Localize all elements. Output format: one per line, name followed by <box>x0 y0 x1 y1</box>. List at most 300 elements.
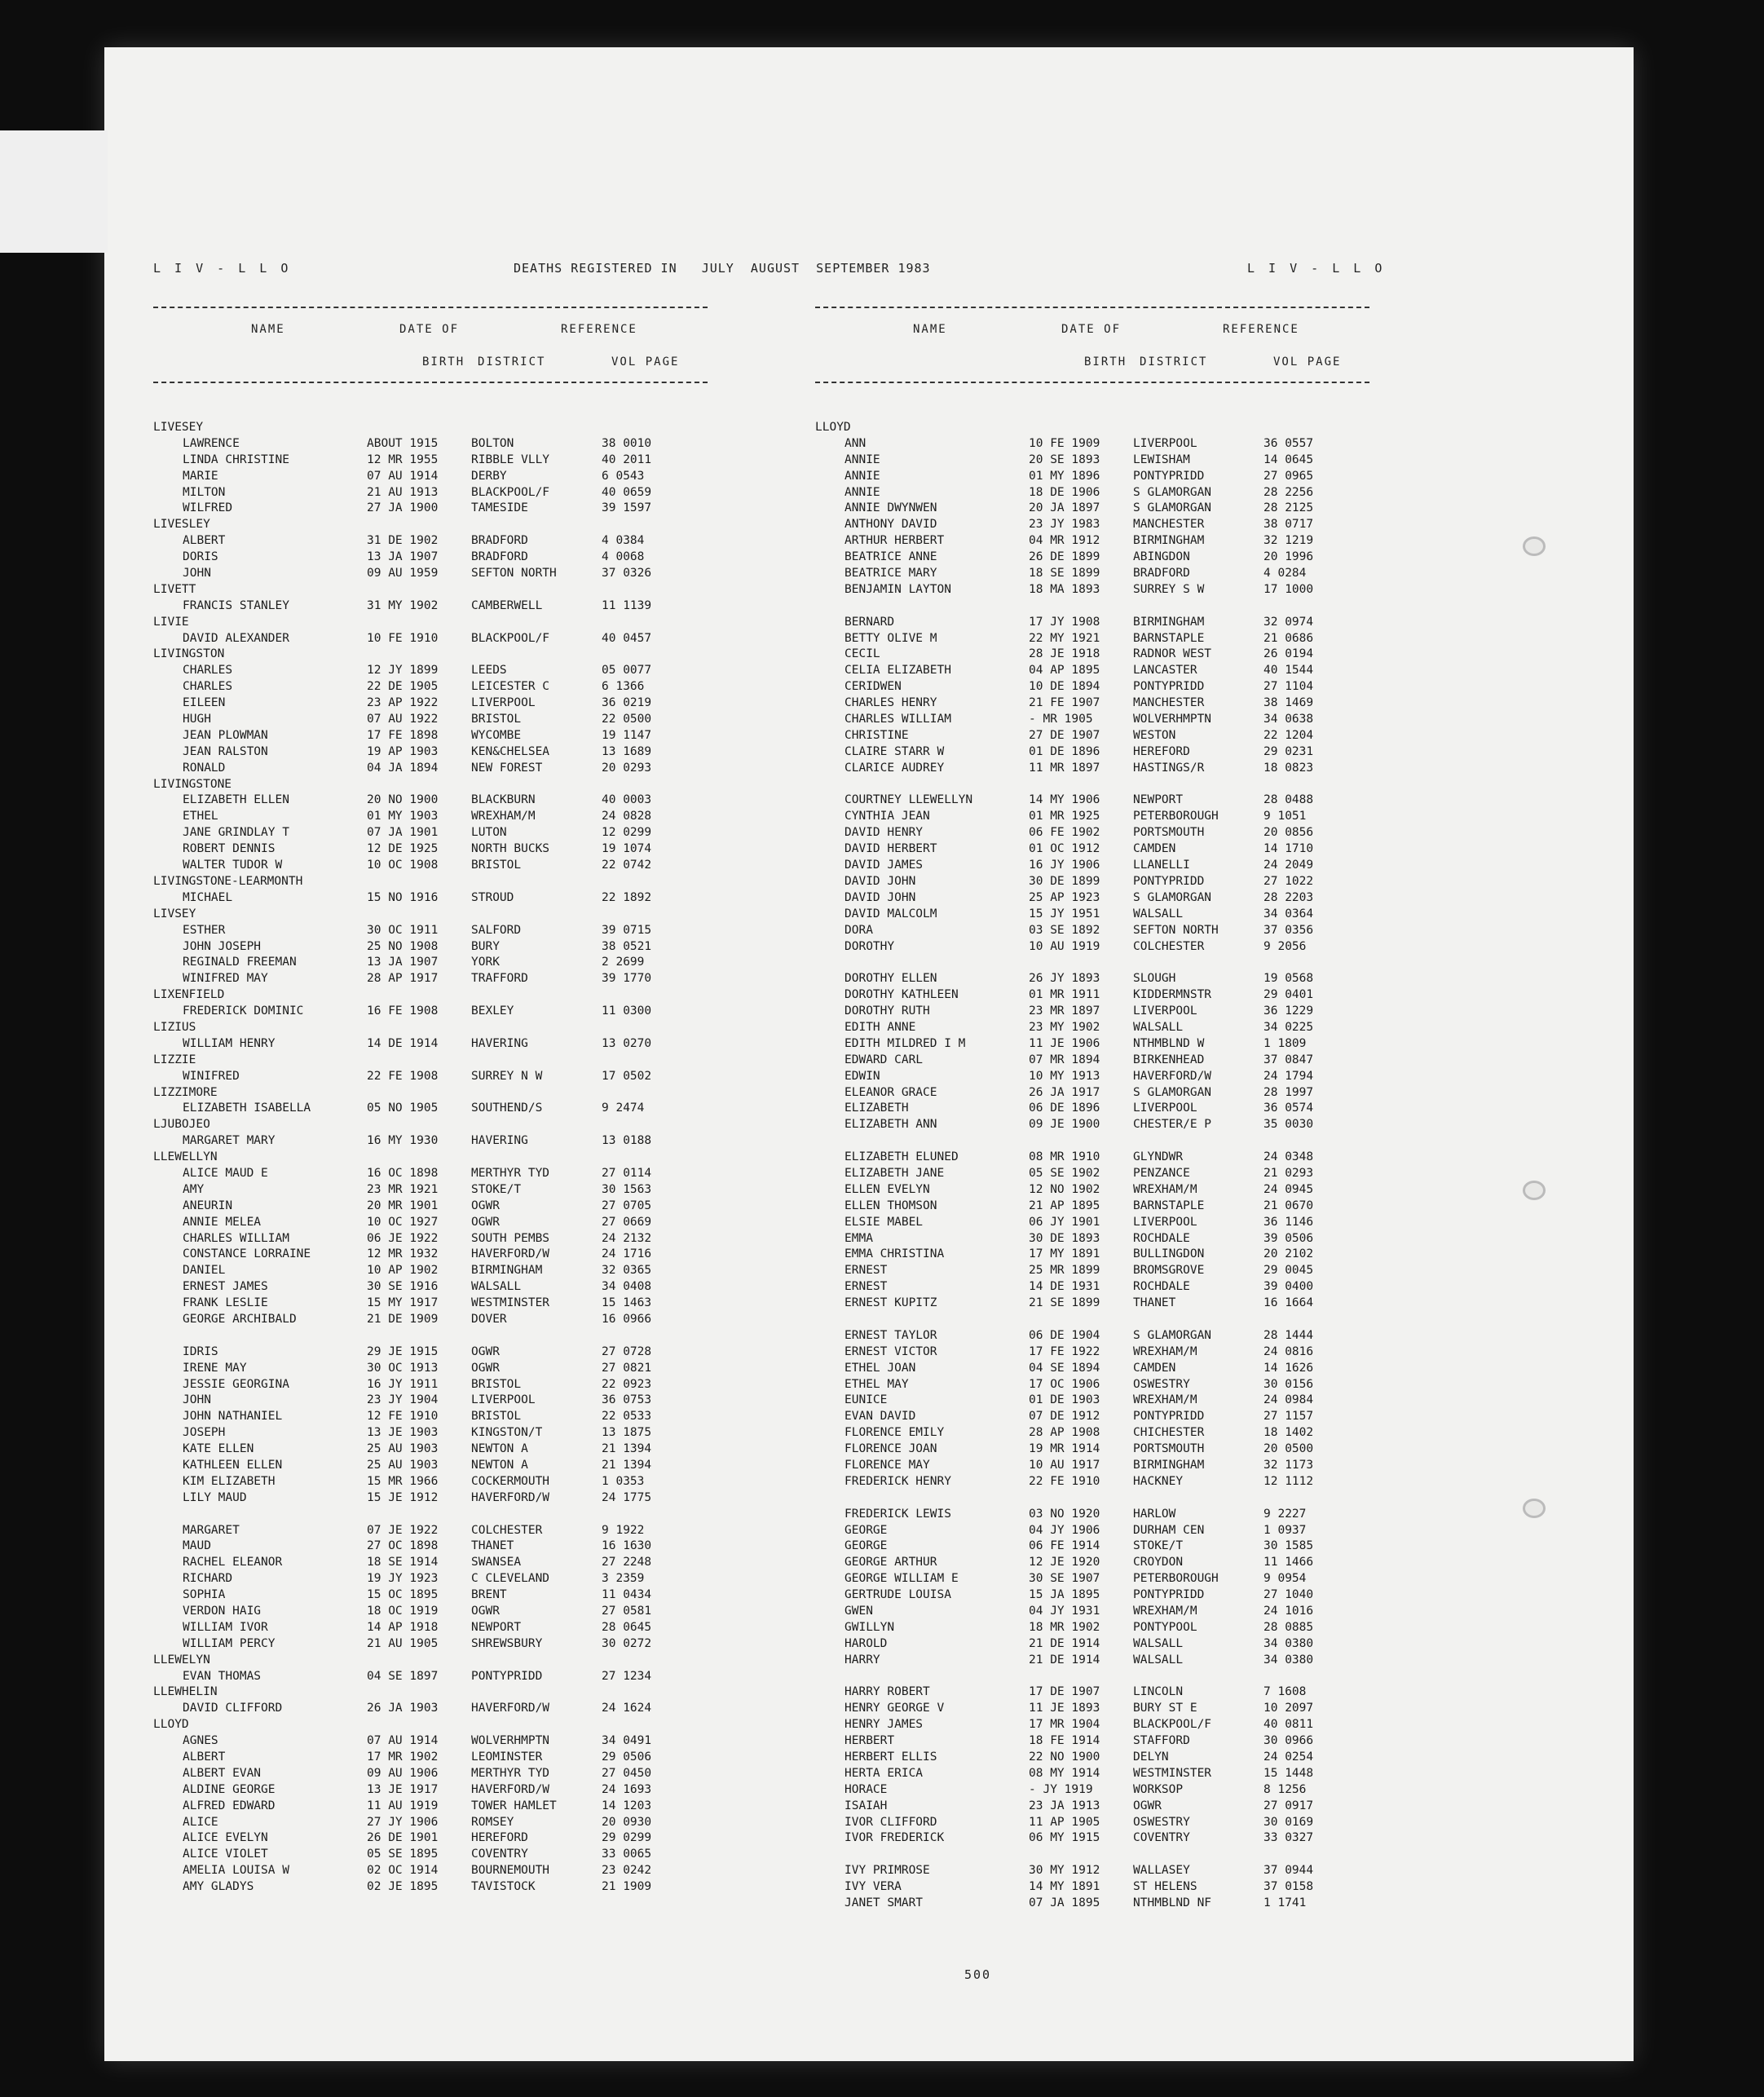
reference-header: REFERENCE <box>561 323 637 336</box>
vol-page: 21 0686 <box>1263 631 1314 645</box>
punch-hole <box>1523 536 1546 556</box>
vol-page: 1 0937 <box>1263 1523 1307 1537</box>
date-of-birth: 25 AP 1923 <box>1029 890 1100 904</box>
vol-page: 36 0219 <box>602 696 652 710</box>
entry-row <box>153 1133 708 1150</box>
entry-row <box>815 1555 1369 1571</box>
punch-hole <box>1523 1181 1546 1200</box>
forenames: DOROTHY <box>845 939 895 953</box>
forenames: CHRISTINE <box>845 728 909 742</box>
district: CAMDEN <box>1133 1361 1176 1375</box>
vol-page: 32 1219 <box>1263 534 1314 548</box>
vol-page: 20 1996 <box>1263 550 1314 564</box>
entry-row <box>153 955 708 971</box>
district: SURREY N W <box>471 1069 543 1083</box>
forenames: JOHN <box>183 567 211 581</box>
district: PETERBOROUGH <box>1133 1572 1219 1586</box>
forenames: ERNEST JAMES <box>183 1280 268 1294</box>
vol-page: 22 0923 <box>602 1377 652 1391</box>
forenames: RICHARD <box>183 1572 233 1586</box>
forenames: BEATRICE ANNE <box>845 550 937 564</box>
date-of-birth: 04 JY 1906 <box>1029 1523 1100 1537</box>
entry-row <box>153 663 708 679</box>
date-of-birth: 16 OC 1898 <box>367 1166 439 1180</box>
forenames: JESSIE GEORGINA <box>183 1377 289 1391</box>
date-of-birth: 22 NO 1900 <box>1029 1750 1100 1764</box>
date-of-birth: 12 MR 1932 <box>367 1247 439 1261</box>
date-of-birth: 16 JY 1911 <box>367 1377 439 1391</box>
forenames: HENRY JAMES <box>845 1718 924 1732</box>
surname-heading <box>153 907 708 923</box>
vol-page: 28 2203 <box>1263 890 1314 904</box>
date-of-birth: 20 MR 1901 <box>367 1199 439 1212</box>
date-of-birth: 15 OC 1895 <box>367 1588 439 1602</box>
district: WALSALL <box>1133 1636 1184 1650</box>
district: HAVERFORD/W <box>471 1782 550 1796</box>
forenames: DOROTHY KATHLEEN <box>845 988 959 1002</box>
vol-page: 05 0077 <box>602 664 652 678</box>
district: WOLVERHMPTN <box>1133 713 1212 726</box>
date-of-birth: 11 JE 1893 <box>1029 1702 1100 1715</box>
vol-page: 27 0581 <box>602 1605 652 1618</box>
district: CHESTER/E P <box>1133 1118 1212 1132</box>
vol-page: 38 0521 <box>602 939 652 953</box>
district: WREXHAM/M <box>1133 1605 1197 1618</box>
date-of-birth: 22 FE 1910 <box>1029 1474 1100 1488</box>
date-of-birth: 18 MA 1893 <box>1029 582 1100 596</box>
forenames: CELIA ELIZABETH <box>845 664 951 678</box>
district: LEICESTER C <box>471 680 550 694</box>
district: BIRMINGHAM <box>1133 615 1205 629</box>
entry-row <box>153 1604 708 1620</box>
vol-page: 34 0380 <box>1263 1636 1314 1650</box>
entry-row <box>153 761 708 777</box>
vol-page: 27 0821 <box>602 1361 652 1375</box>
surname: LIVESLEY <box>153 518 210 532</box>
entry-row <box>815 615 1369 631</box>
vol-page: 2 2699 <box>602 956 645 969</box>
forenames: EDITH ANNE <box>845 1020 916 1034</box>
entry-row <box>815 517 1369 533</box>
date-of-birth: 21 DE 1914 <box>1029 1653 1100 1667</box>
vol-page: 39 0506 <box>1263 1231 1314 1245</box>
forenames: IVY PRIMROSE <box>845 1864 930 1878</box>
district: ROCHDALE <box>1133 1231 1190 1245</box>
entry-row <box>153 841 708 858</box>
vol-page: 29 0045 <box>1263 1264 1314 1278</box>
date-of-birth: 30 SE 1907 <box>1029 1572 1100 1586</box>
forenames: DAVID JAMES <box>845 859 924 872</box>
district: BULLINGDON <box>1133 1247 1205 1261</box>
vol-page: 27 0114 <box>602 1166 652 1180</box>
forenames: CLAIRE STARR W <box>845 744 945 758</box>
district: SHREWSBURY <box>471 1636 543 1650</box>
entry-row <box>815 809 1369 825</box>
district: LIVERPOOL <box>1133 436 1197 450</box>
date-of-birth: 13 JE 1903 <box>367 1426 439 1440</box>
district: CHICHESTER <box>1133 1426 1205 1440</box>
vol-page: 28 1444 <box>1263 1328 1314 1342</box>
entry-row <box>153 1830 708 1847</box>
punch-hole <box>1523 1499 1546 1518</box>
forenames: EUNICE <box>845 1393 888 1407</box>
district: OGWR <box>471 1605 500 1618</box>
entry-row <box>153 598 708 615</box>
entry-row <box>153 1847 708 1863</box>
column-header <box>815 307 1369 383</box>
surname: LIZIUS <box>153 1020 196 1034</box>
district: COVENTRY <box>471 1848 528 1861</box>
forenames: FRANCIS STANLEY <box>183 598 289 612</box>
vol-page: 24 1016 <box>1263 1605 1314 1618</box>
date-of-birth: 06 MY 1915 <box>1029 1831 1100 1845</box>
district: S GLAMORGAN <box>1133 485 1212 499</box>
entry-row <box>153 971 708 987</box>
district: CROYDON <box>1133 1556 1184 1569</box>
date-of-birth: 25 AU 1903 <box>367 1442 439 1456</box>
forenames: ISAIAH <box>845 1799 888 1812</box>
forenames: WALTER TUDOR W <box>183 859 283 872</box>
entry-row <box>153 501 708 517</box>
forenames: AMY <box>183 1182 205 1196</box>
forenames: JOSEPH <box>183 1426 226 1440</box>
district: LIVERPOOL <box>471 1393 536 1407</box>
district: NEWTON A <box>471 1442 528 1456</box>
entry-row <box>815 550 1369 566</box>
reference-header: REFERENCE <box>1223 323 1299 336</box>
entry-row <box>815 1053 1369 1069</box>
forenames: MICHAEL <box>183 890 233 904</box>
district: GLYNDWR <box>1133 1150 1184 1164</box>
district: NTHMBLND NF <box>1133 1896 1212 1910</box>
district: THANET <box>471 1539 514 1553</box>
surname: LIVINGSTONE <box>153 777 232 791</box>
forenames: JOHN JOSEPH <box>183 939 262 953</box>
forenames: DAVID HENRY <box>845 826 924 840</box>
date-of-birth: 26 JY 1893 <box>1029 972 1100 986</box>
vol-page: 4 0284 <box>1263 567 1307 581</box>
entry-row <box>153 533 708 550</box>
district: WESTON <box>1133 728 1176 742</box>
vol-page: 20 2102 <box>1263 1247 1314 1261</box>
forenames: GEORGE ARTHUR <box>845 1556 937 1569</box>
surname: LLEWELYN <box>153 1653 210 1667</box>
date-of-birth: 23 MR 1921 <box>367 1182 439 1196</box>
date-of-birth: 07 AU 1914 <box>367 469 439 483</box>
forenames: CERIDWEN <box>845 680 902 694</box>
entry-row <box>815 663 1369 679</box>
forenames: AMELIA LOUISA W <box>183 1864 289 1878</box>
date-of-birth: 25 NO 1908 <box>367 939 439 953</box>
entry-row <box>815 679 1369 695</box>
date-of-birth: 25 MR 1899 <box>1029 1264 1100 1278</box>
date-of-birth: 11 JE 1906 <box>1029 1036 1100 1050</box>
date-of-birth: 14 DE 1931 <box>1029 1280 1100 1294</box>
entry-row <box>153 1750 708 1766</box>
vol-page: 18 1402 <box>1263 1426 1314 1440</box>
vol-page: 6 1366 <box>602 680 645 694</box>
date-of-birth: 19 AP 1903 <box>367 744 439 758</box>
vol-page: 4 0068 <box>602 550 645 564</box>
entry-row <box>815 1830 1369 1847</box>
vol-page: 16 1630 <box>602 1539 652 1553</box>
entry-row <box>815 712 1369 728</box>
entry-row <box>815 1279 1369 1296</box>
entry-row <box>815 1199 1369 1215</box>
district: CAMDEN <box>1133 842 1176 856</box>
forenames: LINDA CHRISTINE <box>183 453 289 466</box>
surname-heading <box>153 1150 708 1166</box>
surname-heading <box>153 1684 708 1701</box>
district: LUTON <box>471 826 507 840</box>
district: WREXHAM/M <box>1133 1344 1197 1358</box>
entry-row <box>815 1117 1369 1133</box>
vol-page: 27 1040 <box>1263 1588 1314 1602</box>
forenames: ELIZABETH ELLEN <box>183 793 289 807</box>
vol-page: 40 0457 <box>602 631 652 645</box>
forenames: MARGARET <box>183 1523 240 1537</box>
forenames: HUGH <box>183 713 211 726</box>
entry-row <box>153 1669 708 1685</box>
date-of-birth: 23 MR 1897 <box>1029 1004 1100 1018</box>
surname: LLOYD <box>815 421 851 434</box>
vol-page: 28 0645 <box>602 1620 652 1634</box>
entry-row <box>815 939 1369 956</box>
date-of-birth: 05 NO 1905 <box>367 1101 439 1115</box>
entry-row <box>153 1393 708 1409</box>
district: WALSALL <box>1133 907 1184 920</box>
forenames: FREDERICK DOMINIC <box>183 1004 304 1018</box>
date-of-birth: 18 SE 1899 <box>1029 567 1100 581</box>
forenames: ALBERT EVAN <box>183 1766 262 1780</box>
entry-row <box>815 1004 1369 1020</box>
entry-row <box>153 1490 708 1507</box>
entry-row <box>153 825 708 841</box>
date-of-birth: 31 MY 1902 <box>367 598 439 612</box>
entry-row <box>815 1684 1369 1701</box>
vol-page: 40 0003 <box>602 793 652 807</box>
district: TRAFFORD <box>471 972 528 986</box>
vol-page: 20 0500 <box>1263 1442 1314 1456</box>
date-of-birth: 15 NO 1916 <box>367 890 439 904</box>
vol-page: 15 1463 <box>602 1296 652 1310</box>
date-of-birth: 30 SE 1916 <box>367 1280 439 1294</box>
entry-row <box>153 1166 708 1182</box>
district: PORTSMOUTH <box>1133 1442 1205 1456</box>
forenames: ANNIE <box>845 469 880 483</box>
vol-page: 9 0954 <box>1263 1572 1307 1586</box>
date-of-birth: - MR 1905 <box>1029 713 1093 726</box>
entry-row <box>153 1344 708 1361</box>
forenames: FLORENCE EMILY <box>845 1426 945 1440</box>
district: PONTYPRIDD <box>1133 874 1205 888</box>
date-of-birth: 28 JE 1918 <box>1029 647 1100 661</box>
entry-row <box>815 1523 1369 1539</box>
forenames: CHARLES WILLIAM <box>845 713 951 726</box>
date-of-birth: 09 AU 1959 <box>367 567 439 581</box>
date-of-birth: 20 SE 1893 <box>1029 453 1100 466</box>
forenames: ALBERT <box>183 534 226 548</box>
date-of-birth: 16 JY 1906 <box>1029 859 1100 872</box>
forenames: DAVID CLIFFORD <box>183 1702 283 1715</box>
entry-row <box>815 728 1369 744</box>
date-of-birth: 09 AU 1906 <box>367 1766 439 1780</box>
forenames: ANTHONY DAVID <box>845 518 937 532</box>
district: WORKSOP <box>1133 1782 1184 1796</box>
vol-page: 37 0356 <box>1263 923 1314 937</box>
vol-page: 22 1204 <box>1263 728 1314 742</box>
date-of-birth: 03 NO 1920 <box>1029 1507 1100 1521</box>
vol-page: 24 0828 <box>602 810 652 823</box>
date-of-birth: 03 SE 1892 <box>1029 923 1100 937</box>
district: LLANELLI <box>1133 859 1190 872</box>
district: PETERBOROUGH <box>1133 810 1219 823</box>
vol-page: 21 0293 <box>1263 1166 1314 1180</box>
date-of-birth: 06 DE 1896 <box>1029 1101 1100 1115</box>
forenames: LAWRENCE <box>183 436 240 450</box>
date-of-birth: 13 JA 1907 <box>367 550 439 564</box>
entry-row <box>153 792 708 809</box>
date-of-birth: 14 AP 1918 <box>367 1620 439 1634</box>
entry-row <box>153 1815 708 1831</box>
vol-page: 27 0705 <box>602 1199 652 1212</box>
forenames: DAVID JOHN <box>845 890 916 904</box>
forenames: HENRY GEORGE V <box>845 1702 945 1715</box>
district: BIRMINGHAM <box>1133 1459 1205 1472</box>
entry-row <box>815 1328 1369 1344</box>
date-of-birth: 04 SE 1894 <box>1029 1361 1100 1375</box>
forenames: BEATRICE MARY <box>845 567 937 581</box>
forenames: JANE GRINDLAY T <box>183 826 289 840</box>
date-of-birth: 07 AU 1922 <box>367 713 439 726</box>
date-of-birth: 19 MR 1914 <box>1029 1442 1100 1456</box>
entry-row <box>153 1458 708 1474</box>
forenames: ARTHUR HERBERT <box>845 534 945 548</box>
district: TAMESIDE <box>471 501 528 515</box>
district: PONTYPRIDD <box>1133 469 1205 483</box>
entry-row <box>153 695 708 712</box>
district: LANCASTER <box>1133 664 1197 678</box>
date-of-birth: 15 MY 1917 <box>367 1296 439 1310</box>
forenames: ETHEL JOAN <box>845 1361 916 1375</box>
entry-row <box>153 469 708 485</box>
vol-page: 24 1693 <box>602 1782 652 1796</box>
entry-row <box>153 436 708 453</box>
date-of-birth: 05 SE 1895 <box>367 1848 439 1861</box>
vol-page: 9 1051 <box>1263 810 1307 823</box>
forenames: ETHEL MAY <box>845 1377 909 1391</box>
entry-row <box>815 1458 1369 1474</box>
surname: LJUBOJEO <box>153 1118 210 1132</box>
district: SEFTON NORTH <box>1133 923 1219 937</box>
entry-row <box>153 1247 708 1263</box>
district: HAVERING <box>471 1036 528 1050</box>
district: BRISTOL <box>471 1410 522 1424</box>
entry-row <box>815 1636 1369 1653</box>
district: HAVERFORD/W <box>471 1702 550 1715</box>
vol-page: 34 0380 <box>1263 1653 1314 1667</box>
district: SLOUGH <box>1133 972 1176 986</box>
birth-header: BIRTH <box>1084 355 1127 369</box>
date-of-birth: 05 SE 1902 <box>1029 1166 1100 1180</box>
entry-row <box>815 453 1369 469</box>
forenames: DAVID MALCOLM <box>845 907 937 920</box>
entry-row <box>815 1409 1369 1425</box>
forenames: FRANK LESLIE <box>183 1296 268 1310</box>
vol-page: 16 1664 <box>1263 1296 1314 1310</box>
date-of-birth: 18 DE 1906 <box>1029 485 1100 499</box>
vol-page: 24 1775 <box>602 1490 652 1504</box>
district: STOKE/T <box>1133 1539 1184 1553</box>
district: SWANSEA <box>471 1556 522 1569</box>
vol-page: 24 1716 <box>602 1247 652 1261</box>
date-of-birth: 10 MY 1913 <box>1029 1069 1100 1083</box>
entry-row <box>815 1799 1369 1815</box>
vol-page: 6 0543 <box>602 469 645 483</box>
district: WREXHAM/M <box>1133 1182 1197 1196</box>
date-of-birth: 20 NO 1900 <box>367 793 439 807</box>
surname: LLEWELLYN <box>153 1150 218 1164</box>
district: LIVERPOOL <box>471 696 536 710</box>
date-of-birth: 20 JA 1897 <box>1029 501 1100 515</box>
vol-page: 27 0965 <box>1263 469 1314 483</box>
district: BRISTOL <box>471 713 522 726</box>
district: PONTYPRIDD <box>1133 680 1205 694</box>
date-of-birth: 18 SE 1914 <box>367 1556 439 1569</box>
forenames: DAVID JOHN <box>845 874 916 888</box>
entry-row <box>815 1361 1369 1377</box>
birth-header: BIRTH <box>422 355 465 369</box>
forenames: ANNIE MELEA <box>183 1215 262 1229</box>
entry-row <box>153 1199 708 1215</box>
district: TOWER HAMLET <box>471 1799 557 1812</box>
date-of-birth: 12 FE 1910 <box>367 1410 439 1424</box>
forenames: EMMA <box>845 1231 873 1245</box>
date-of-birth: 16 MY 1930 <box>367 1134 439 1148</box>
entry-row <box>153 1296 708 1312</box>
district: ABINGDON <box>1133 550 1190 564</box>
date-of-birth: 23 JY 1983 <box>1029 518 1100 532</box>
forenames: AMY GLADYS <box>183 1880 254 1894</box>
forenames: EILEEN <box>183 696 226 710</box>
forenames: DOROTHY RUTH <box>845 1004 930 1018</box>
vol-page: 19 1147 <box>602 728 652 742</box>
forenames: ELIZABETH ISABELLA <box>183 1101 311 1115</box>
district: PONTYPRIDD <box>1133 1588 1205 1602</box>
entry-row <box>815 1085 1369 1101</box>
forenames: BETTY OLIVE M <box>845 631 937 645</box>
date-of-birth: 19 JY 1923 <box>367 1572 439 1586</box>
vol-page: 28 1997 <box>1263 1085 1314 1099</box>
page-header-left: L I V - L L O <box>153 261 292 276</box>
entry-row <box>815 469 1369 485</box>
vol-page: 3 2359 <box>602 1572 645 1586</box>
entry-row <box>815 1344 1369 1361</box>
entry-row <box>153 1571 708 1587</box>
vol-page: 24 1624 <box>602 1702 652 1715</box>
date-of-birth: 12 MR 1955 <box>367 453 439 466</box>
surname-heading <box>153 1117 708 1133</box>
vol-page: 15 1448 <box>1263 1766 1314 1780</box>
vol-page: 9 1922 <box>602 1523 645 1537</box>
vol-page: 1 1809 <box>1263 1036 1307 1050</box>
entry-row <box>815 1166 1369 1182</box>
vol-page: 36 0557 <box>1263 436 1314 450</box>
district: ROMSEY <box>471 1815 514 1829</box>
entry-row <box>815 1604 1369 1620</box>
name-header: NAME <box>913 323 947 336</box>
forenames: CYNTHIA JEAN <box>845 810 930 823</box>
